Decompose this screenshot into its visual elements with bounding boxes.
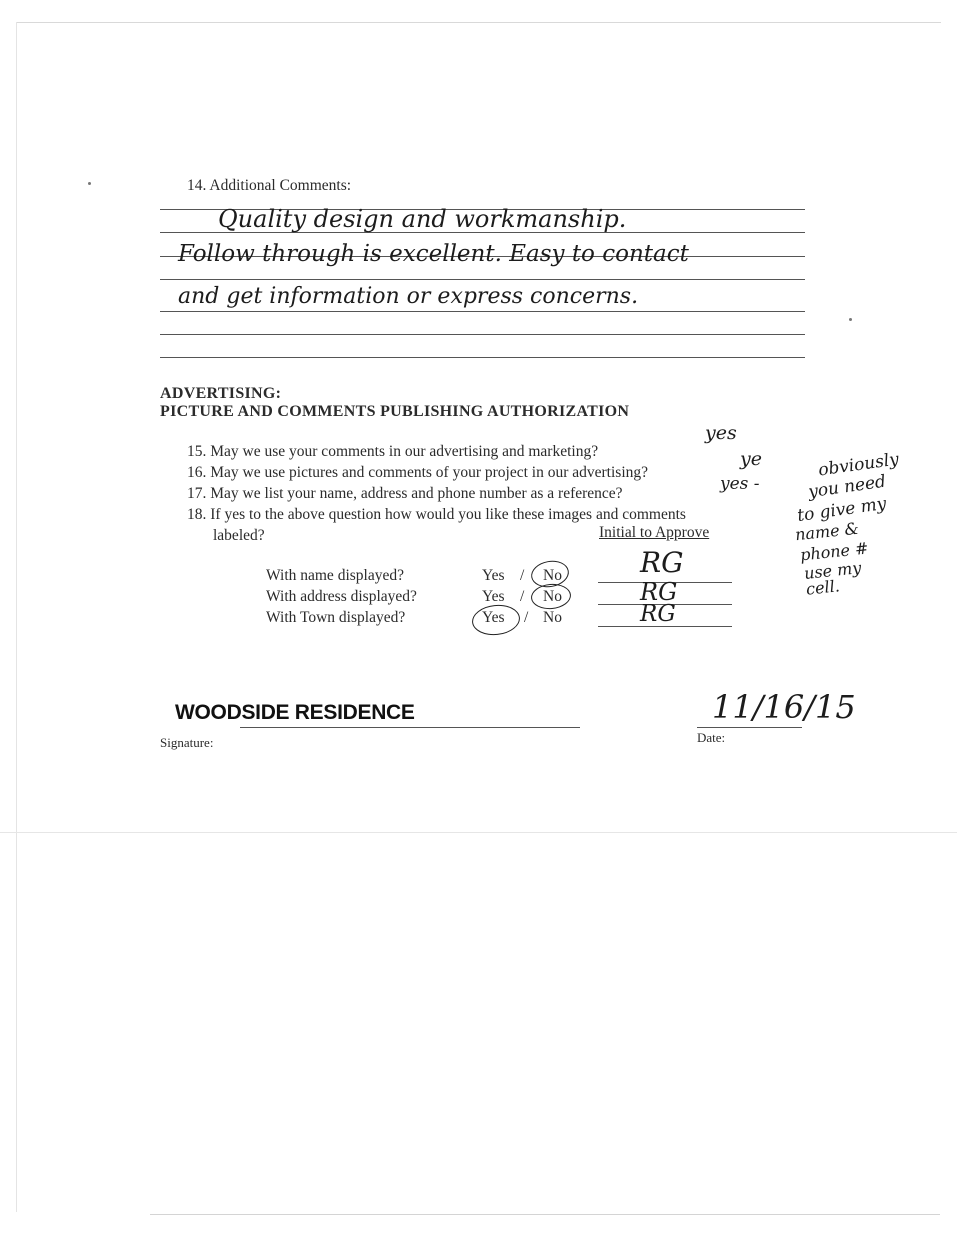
date-value: 11/16/15 [712, 688, 856, 726]
initial-to-approve-header: Initial to Approve [599, 524, 710, 541]
handwritten-initial: RG [640, 601, 676, 627]
comment-rule [160, 311, 805, 312]
comment-rule [160, 357, 805, 358]
handwritten-initial: RG [640, 546, 684, 579]
scan-edge-left [16, 22, 17, 1212]
handwritten-initial: RG [640, 578, 678, 606]
option-name-separator: / [520, 567, 525, 584]
q17-text: 17. May we list your name, address and phone number as a reference? [187, 485, 623, 502]
q18-text-cont: labeled? [213, 527, 265, 544]
q18-text: 18. If yes to the above question how would you like these images and comments [187, 506, 686, 523]
signature-value: WOODSIDE RESIDENCE [175, 701, 415, 724]
option-address-label: With address displayed? [266, 588, 417, 605]
signature-label: Signature: [160, 735, 214, 750]
q17-answer: yes - [720, 474, 760, 494]
side-note-line: you need [806, 471, 888, 503]
side-note-line: use my [803, 558, 863, 583]
q16-answer: ye [740, 448, 762, 470]
option-town-no: No [543, 609, 562, 626]
circled-answer-mark [471, 603, 522, 638]
scan-edge-top [16, 22, 941, 23]
option-town-label: With Town displayed? [266, 609, 406, 626]
comment-rule [160, 334, 805, 335]
comment-rule [160, 279, 805, 280]
handwritten-comment-line: and get information or express concerns. [178, 284, 639, 309]
option-town-separator: / [524, 609, 529, 626]
option-address-no: No [543, 588, 562, 605]
q14-label: 14. Additional Comments: [187, 177, 352, 194]
side-note-line: name & [794, 518, 860, 545]
authorization-heading: PICTURE AND COMMENTS PUBLISHING AUTHORIZATION [160, 403, 630, 420]
circled-answer-mark [530, 582, 572, 610]
advertising-heading: ADVERTISING: [160, 385, 282, 402]
q15-text: 15. May we use your comments in our advertising and marketing? [187, 443, 599, 460]
handwritten-comment-line: Quality design and workmanship. [218, 205, 627, 233]
side-note-line: obviously [817, 449, 901, 481]
option-address-yes: Yes [482, 588, 505, 605]
scan-speck [849, 318, 852, 321]
q16-text: 16. May we use pictures and comments of your project in our advertising? [187, 464, 649, 481]
side-note-line: cell. [805, 576, 841, 599]
side-note-line: phone # [799, 538, 870, 565]
option-address-separator: / [520, 588, 525, 605]
option-town-yes: Yes [482, 609, 505, 626]
date-line [697, 727, 802, 728]
scan-edge-bottom [150, 1214, 940, 1215]
handwritten-comment-line: Follow through is excellent. Easy to contact [178, 241, 689, 267]
q15-answer: yes [705, 422, 737, 444]
date-label: Date: [697, 730, 726, 745]
side-note-line: to give my [796, 493, 888, 527]
option-name-no: No [543, 567, 562, 584]
option-name-label: With name displayed? [266, 567, 404, 584]
fold-line [0, 832, 957, 833]
option-name-yes: Yes [482, 567, 505, 584]
signature-line [240, 727, 580, 728]
scan-speck [88, 182, 91, 185]
